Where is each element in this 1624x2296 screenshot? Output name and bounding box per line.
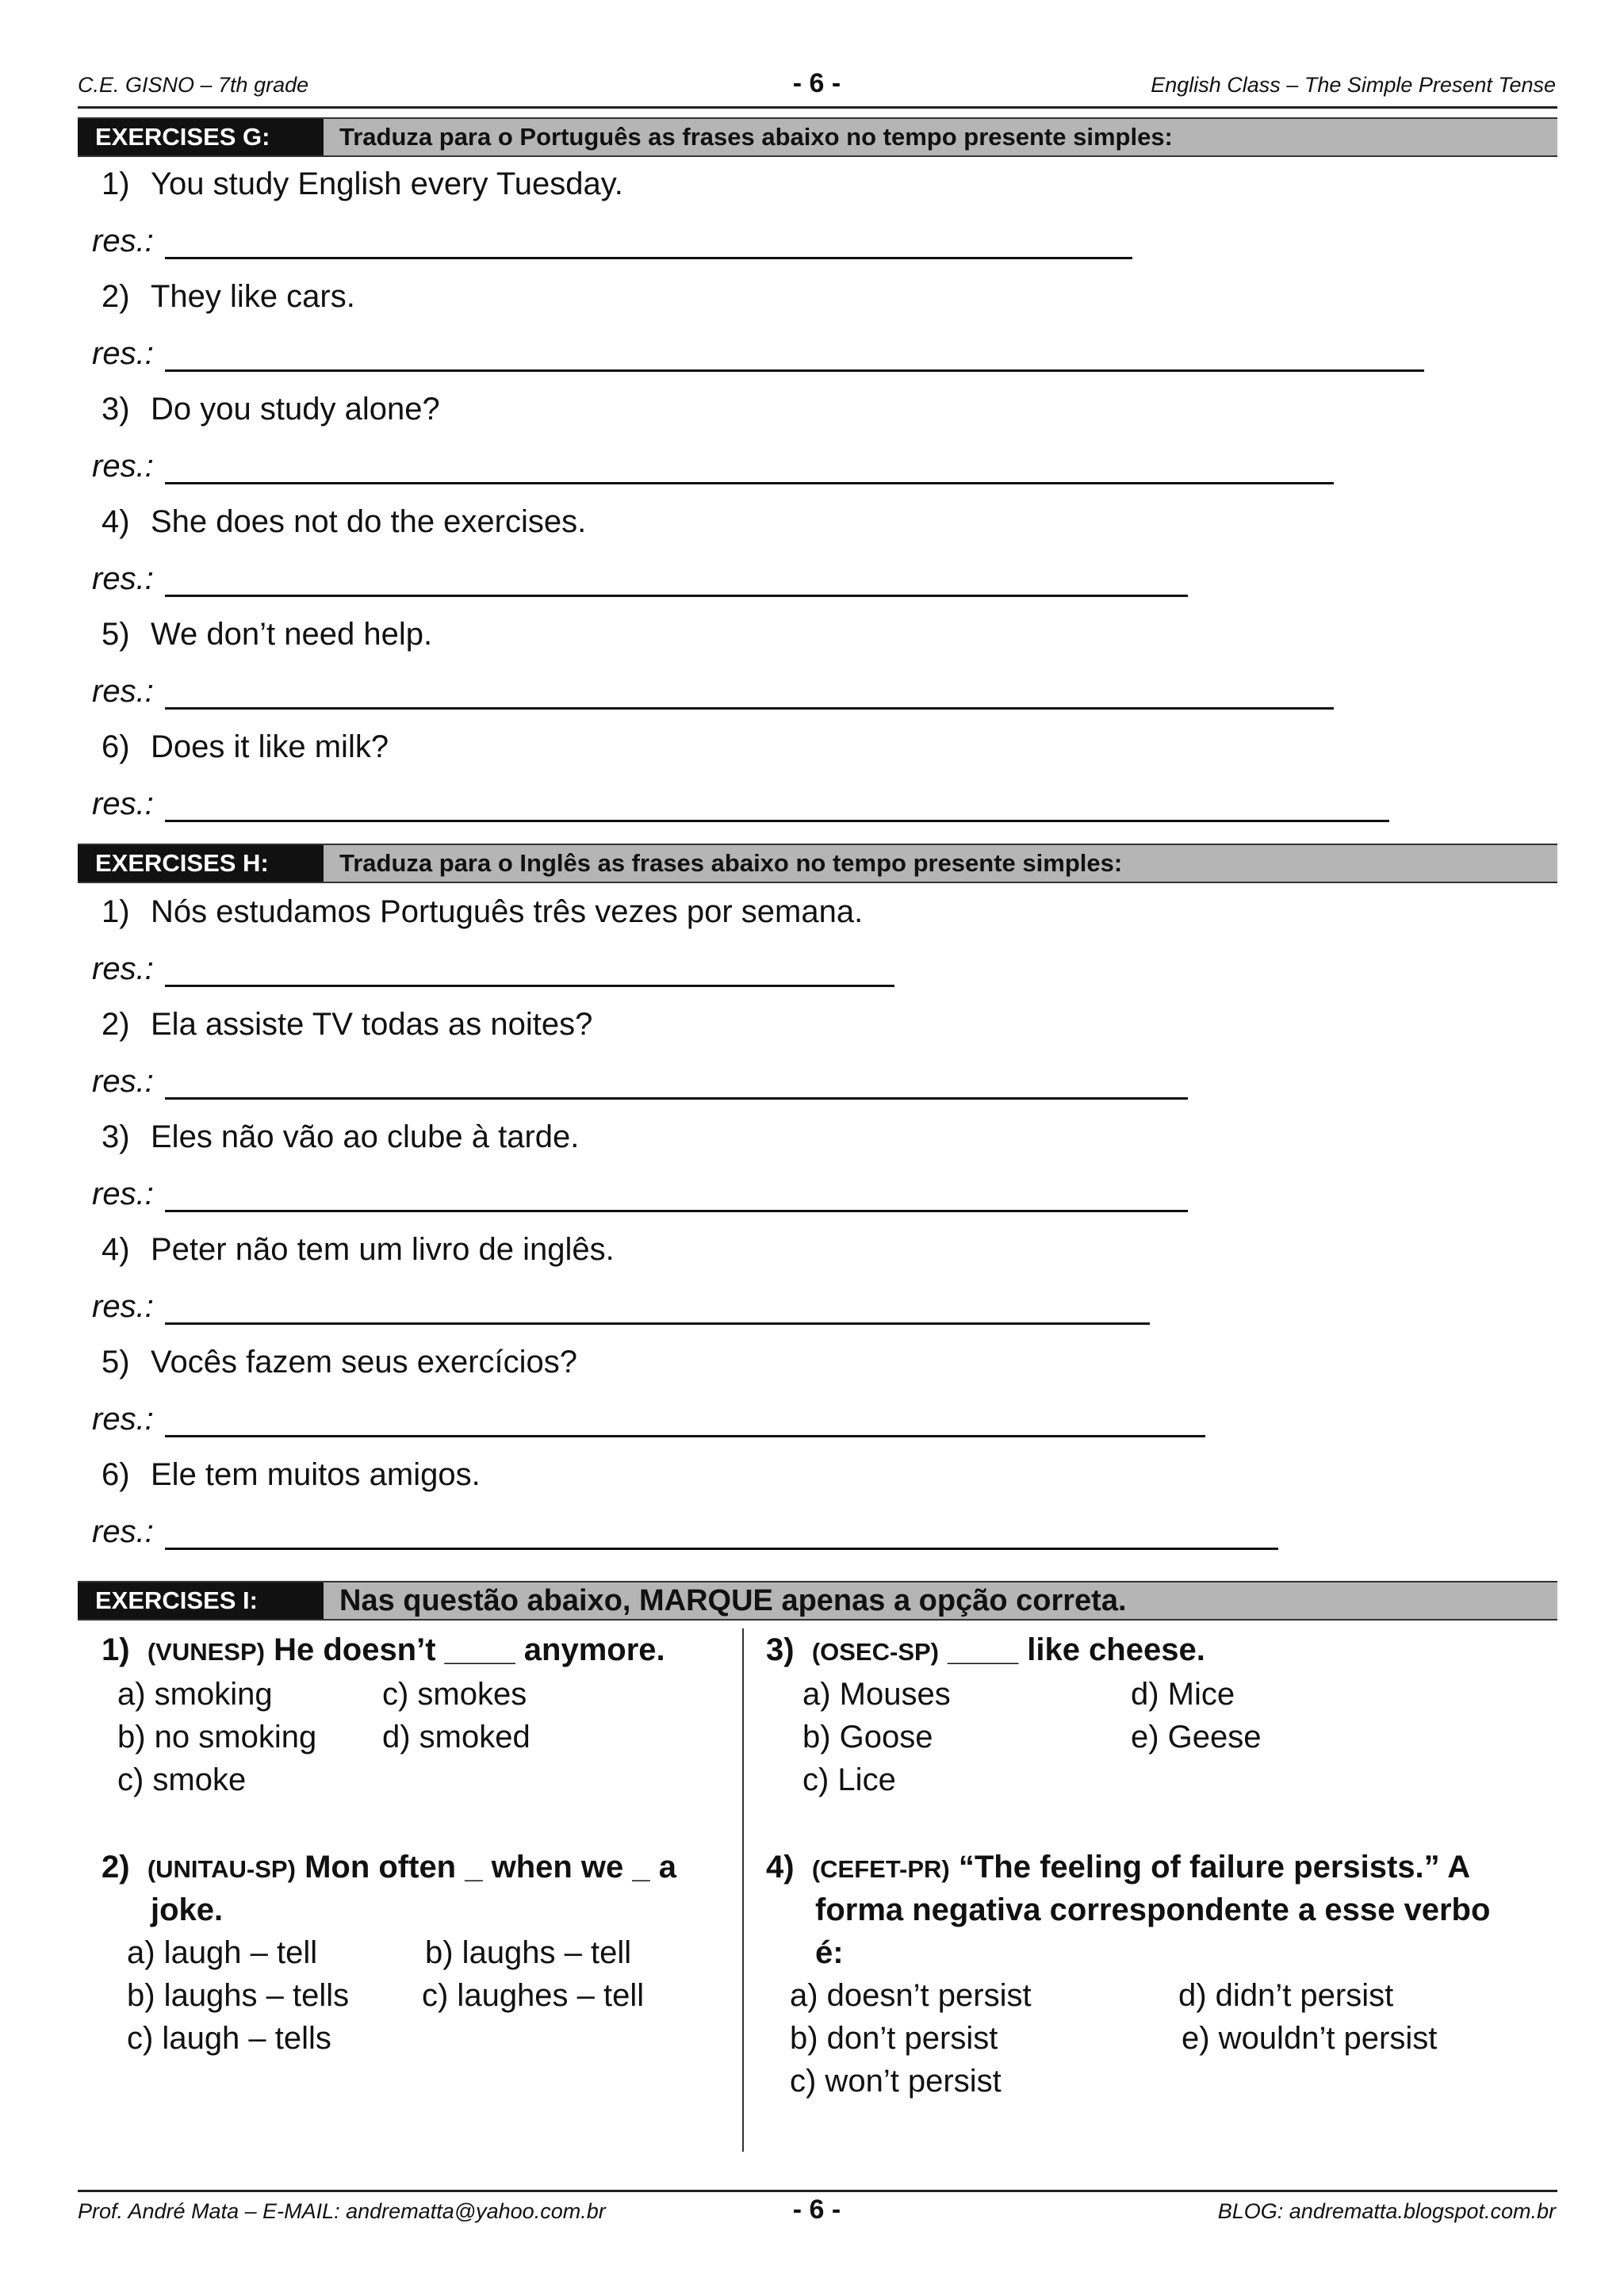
res-label: res.: (92, 1177, 154, 1211)
answer-line[interactable] (165, 1210, 1188, 1212)
question-source: (OSEC-SP) (811, 1638, 939, 1666)
question-4: 4) (CEFET-PR) “The feeling of failure persists.” A (766, 1850, 1471, 1885)
section-i-label: EXERCISES I: (78, 1582, 324, 1619)
option[interactable]: c) laughes – tell (422, 1978, 645, 2013)
option[interactable]: a) laugh – tell (127, 1935, 318, 1970)
page-number: - 6 - (792, 68, 841, 98)
exercise-h-item: 4) Peter não tem um livro de inglês. (102, 1232, 615, 1267)
res-label: res.: (92, 336, 154, 371)
question-3: 3) (OSEC-SP) ____ like cheese. (766, 1632, 1205, 1667)
option[interactable]: d) Mice (1131, 1677, 1235, 1712)
page-footer (78, 2195, 1556, 2231)
option[interactable]: a) doesn’t persist (790, 1978, 1032, 2013)
option[interactable]: e) Geese (1131, 1720, 1262, 1755)
option[interactable]: b) Goose (802, 1720, 933, 1755)
option[interactable]: c) smoke (117, 1762, 247, 1797)
exercise-g-item: 5) We don’t need help. (102, 617, 433, 652)
option[interactable]: c) Lice (802, 1762, 896, 1797)
section-g-instruction: Traduza para o Português as frases abaixo no tempo presente simples: (339, 123, 1173, 151)
option[interactable]: c) laugh – tells (127, 2021, 331, 2056)
section-h-instruction: Traduza para o Inglês as frases abaixo no tempo presente simples: (339, 849, 1123, 877)
answer-line[interactable] (165, 1097, 1188, 1100)
exercise-h-item: 6) Ele tem muitos amigos. (102, 1457, 481, 1492)
exercise-g-item: 4) She does not do the exercises. (102, 504, 587, 539)
res-label: res.: (92, 674, 154, 709)
res-label: res.: (92, 1514, 154, 1549)
exercise-g-item: 6) Does it like milk? (102, 729, 389, 764)
answer-line[interactable] (165, 257, 1132, 259)
section-i-instruction: Nas questão abaixo, MARQUE apenas a opção correta. (339, 1584, 1127, 1617)
header-rule (78, 106, 1557, 109)
option[interactable]: d) smoked (382, 1720, 530, 1755)
option[interactable]: c) won’t persist (790, 2064, 1002, 2099)
answer-line[interactable] (165, 1322, 1150, 1325)
exercise-h-item: 3) Eles não vão ao clube à tarde. (102, 1119, 580, 1154)
answer-line[interactable] (165, 482, 1334, 484)
class-title: English Class – The Simple Present Tense (1151, 73, 1556, 97)
question-source: (VUNESP) (147, 1638, 265, 1666)
section-g-label: EXERCISES G: (78, 119, 324, 155)
section-h-bar (78, 844, 1557, 883)
question-4-cont: é: (815, 1935, 844, 1970)
res-label: res.: (92, 224, 154, 258)
answer-line[interactable] (165, 1435, 1205, 1437)
option[interactable]: a) smoking (117, 1677, 273, 1712)
exercise-h-item: 5) Vocês fazem seus exercícios? (102, 1345, 578, 1380)
question-source: (UNITAU-SP) (147, 1855, 296, 1883)
res-label: res.: (92, 449, 154, 484)
answer-line[interactable] (165, 985, 894, 987)
exercise-h-item: 2) Ela assiste TV todas as noites? (102, 1007, 593, 1042)
res-label: res.: (92, 951, 154, 986)
section-g-bar (78, 117, 1557, 157)
option[interactable]: b) no smoking (117, 1720, 317, 1755)
option[interactable]: e) wouldn’t persist (1182, 2021, 1438, 2056)
res-label: res.: (92, 561, 154, 596)
question-2: 2) (UNITAU-SP) Mon often _ when we _ a (102, 1850, 677, 1885)
school-grade: C.E. GISNO – 7th grade (78, 73, 309, 97)
exercise-h-item: 1) Nós estudamos Português três vezes por semana. (102, 894, 864, 929)
footer-rule (78, 2190, 1557, 2192)
question-1: 1) (VUNESP) He doesn’t ____ anymore. (102, 1632, 665, 1667)
page-number: - 6 - (792, 2195, 841, 2225)
blog-url: BLOG: andrematta.blogspot.com.br (1217, 2199, 1556, 2223)
res-label: res.: (92, 1289, 154, 1324)
section-h-label: EXERCISES H: (78, 845, 324, 882)
option[interactable]: b) laughs – tell (425, 1935, 632, 1970)
exercise-g-item: 1) You study English every Tuesday. (102, 166, 623, 201)
answer-line[interactable] (165, 595, 1188, 597)
res-label: res.: (92, 1064, 154, 1099)
answer-line[interactable] (165, 820, 1389, 822)
question-source: (CEFET-PR) (811, 1855, 950, 1883)
page-header (78, 68, 1556, 105)
exercise-g-item: 2) They like cars. (102, 279, 355, 314)
question-2-cont: joke. (151, 1892, 224, 1927)
option[interactable]: b) laughs – tells (127, 1978, 350, 2013)
column-divider (742, 1628, 744, 2152)
answer-line[interactable] (165, 707, 1334, 710)
teacher-email: Prof. André Mata – E-MAIL: andrematta@yahoo.com.br (78, 2199, 606, 2223)
option[interactable]: c) smokes (382, 1677, 527, 1712)
section-i-bar (78, 1581, 1557, 1621)
res-label: res.: (92, 786, 154, 821)
option[interactable]: b) don’t persist (790, 2021, 998, 2056)
answer-line[interactable] (165, 369, 1424, 372)
option[interactable]: d) didn’t persist (1178, 1978, 1394, 2013)
exercise-g-item: 3) Do you study alone? (102, 392, 440, 427)
res-label: res.: (92, 1402, 154, 1437)
answer-line[interactable] (165, 1548, 1278, 1550)
question-4-cont: forma negativa correspondente a esse verbo (815, 1892, 1491, 1927)
option[interactable]: a) Mouses (802, 1677, 951, 1712)
